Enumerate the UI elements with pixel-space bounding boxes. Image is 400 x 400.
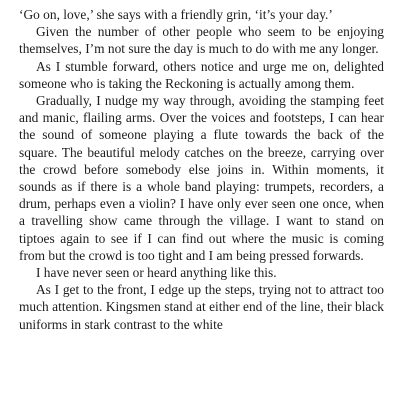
paragraph-4: Gradually, I nudge my way through, avoiding the stamping feet and manic, flailing arms. Over the voices and footsteps, I can hear the sound of someone playing a flute towards the back of the square. The beautiful melody catches on the breeze, carrying over the crowd before somebody else joins in. Within moments, it sounds as if there is a whole band playing: trumpets, recorders, a drum, perhaps even a violin? I have only ever seen one once, when a travelling show came through the village. I want to stand on tiptoes again to see if I can find out where the music is coming from but the crowd is too tight and I am being pressed forwards.: [19, 93, 384, 263]
book-page-text: [19, 6, 384, 333]
paragraph-6: As I get to the front, I edge up the steps, trying not to attract too much attention. Kingsmen stand at either end of the line, their black uniforms in stark contrast to the white: [19, 282, 384, 332]
paragraph-3: As I stumble forward, others notice and urge me on, delighted someone who is taking the Reckoning is actually among them.: [19, 58, 384, 91]
paragraph-1: ‘Go on, love,’ she says with a friendly grin, ‘it’s your day.’: [19, 7, 333, 22]
paragraph-2: Given the number of other people who seem to be enjoying themselves, I’m not sure the day is much to do with me any longer.: [19, 24, 384, 57]
paragraph-5: I have never seen or heard anything like this.: [36, 265, 277, 281]
